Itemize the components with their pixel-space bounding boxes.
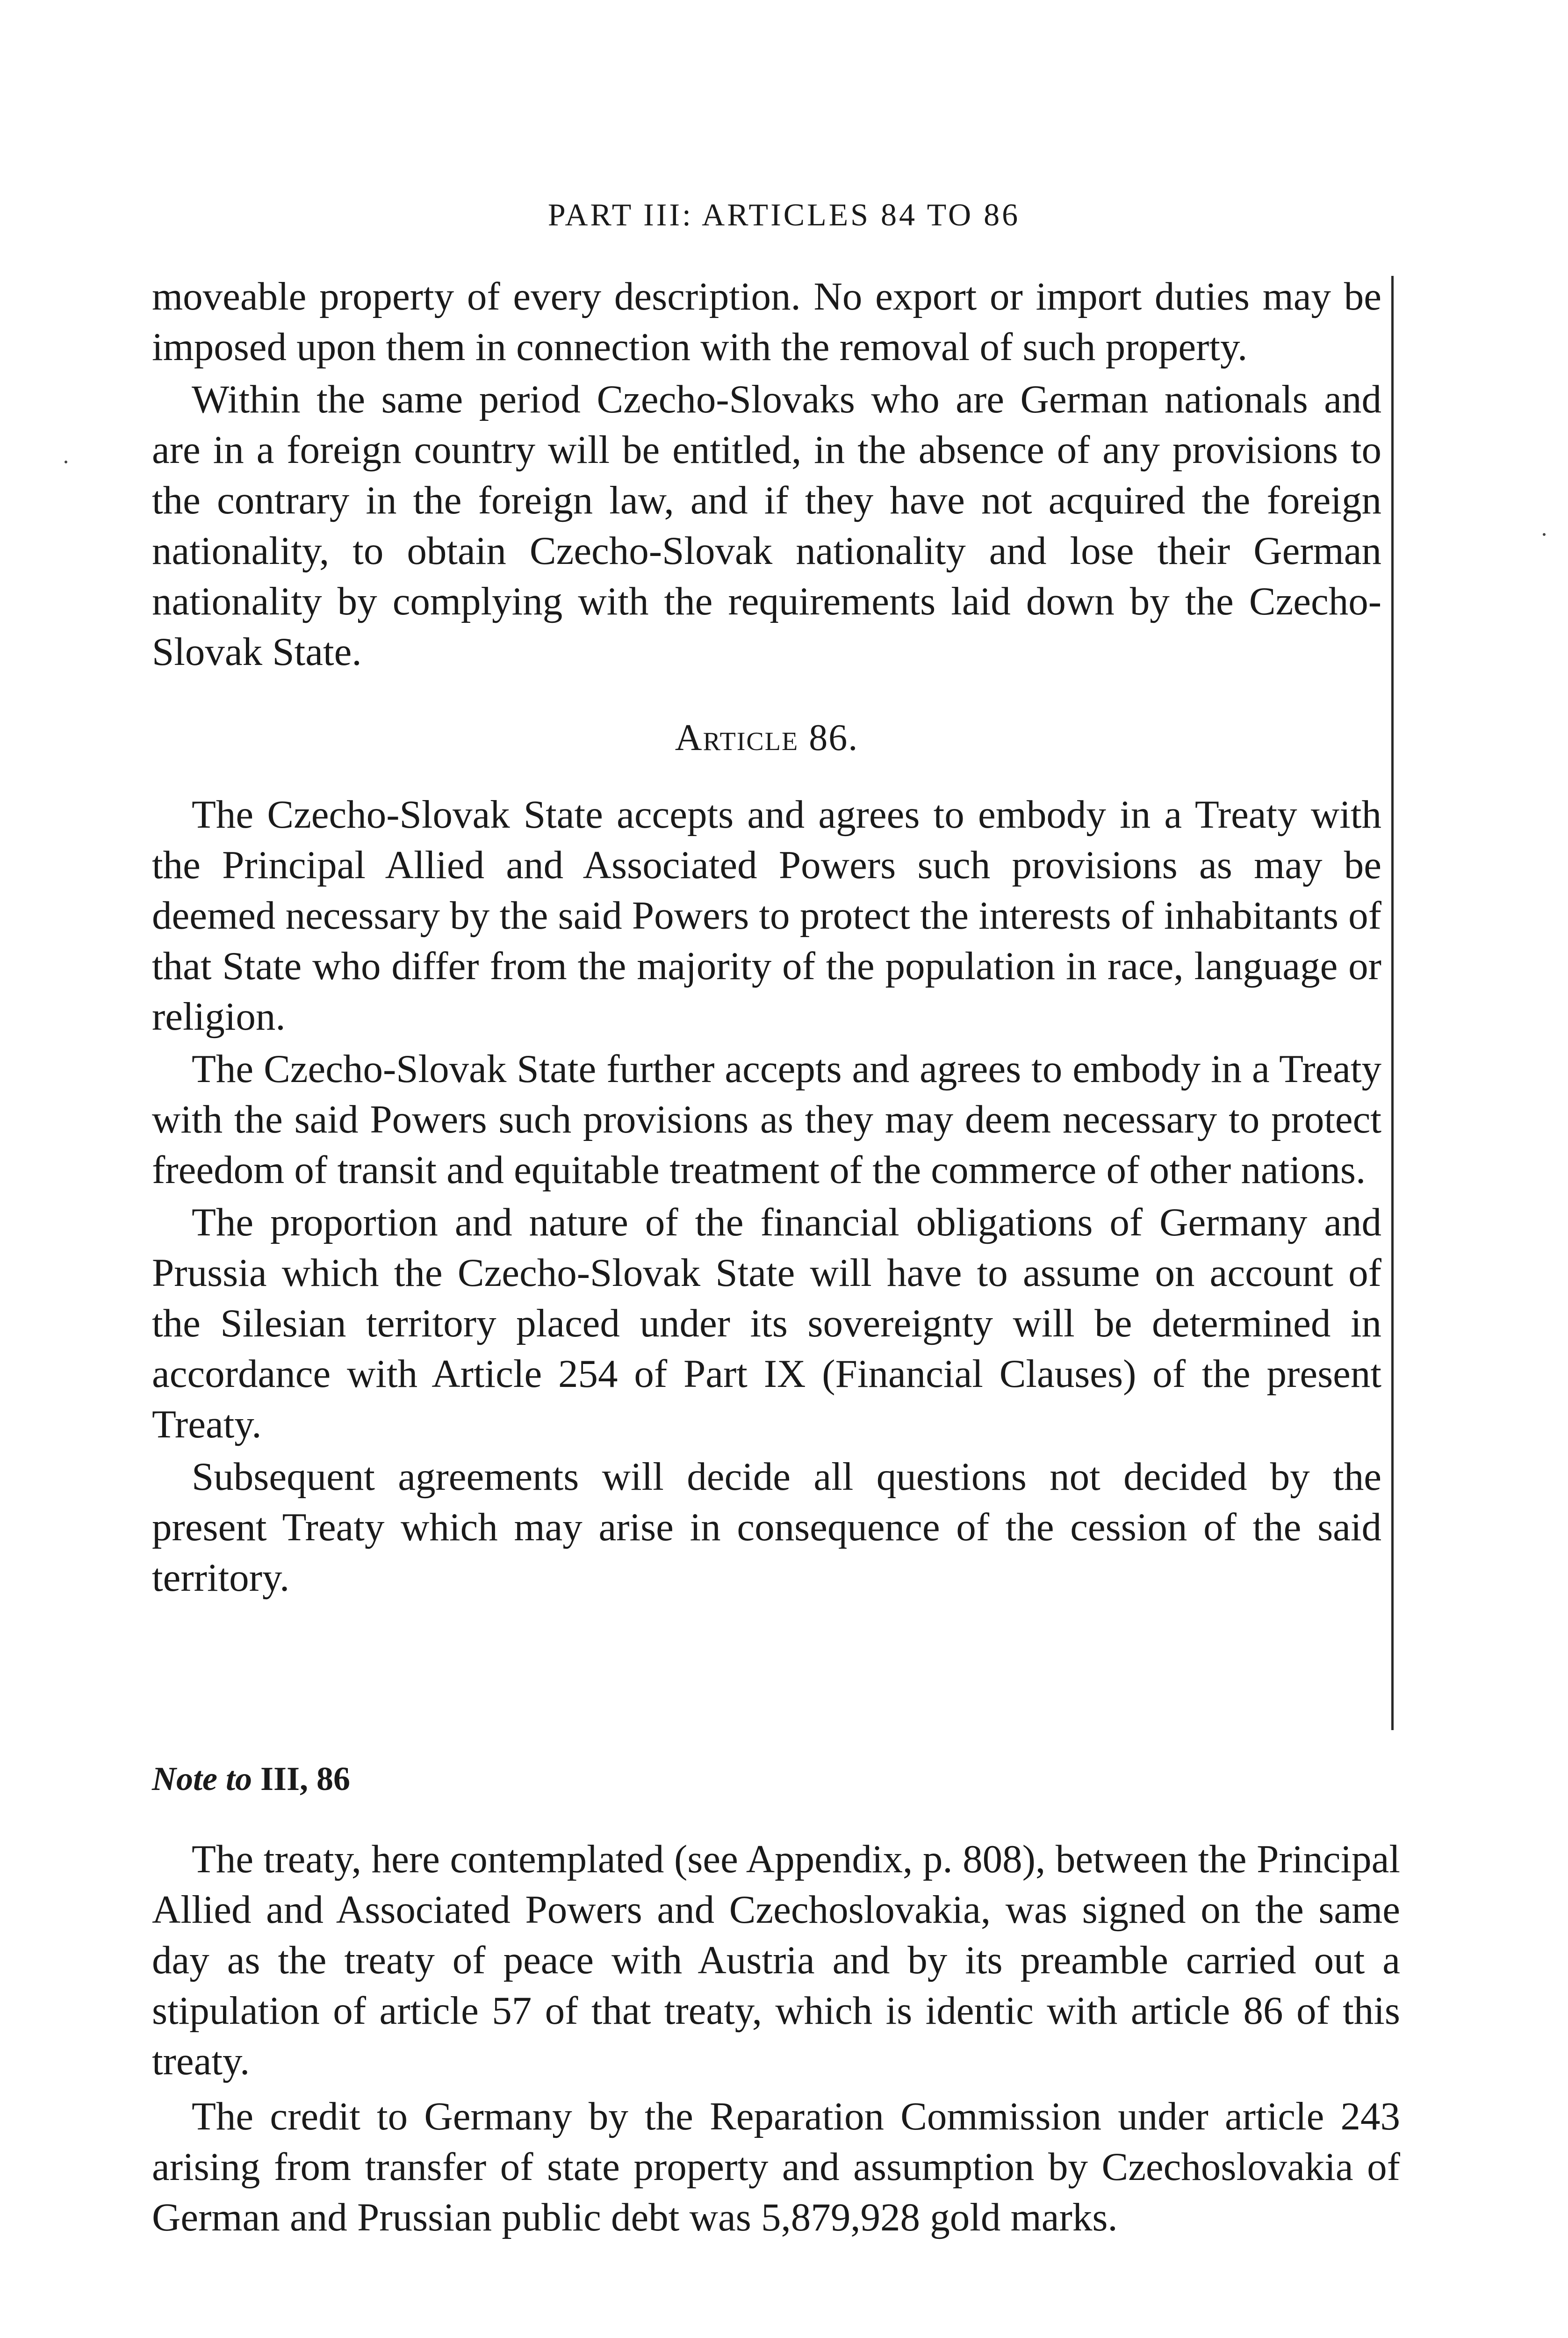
note-paragraph: The treaty, here contemplated (see Appendix, p. 808), between the Principal Allied and Associated Powers and Czechoslovakia, was signed on the same day as the treaty of peace with Austria and by its preamble carried out a stipulation of article 57 of that treaty, which is identic with article 86 of this treaty.: [152, 1837, 1400, 2083]
article-86-paragraph: The Czecho-Slovak State accepts and agrees to embody in a Treaty with the Principal Allied and Associated Powers such provisions as may be deemed necessary by the said Powers to protect the interests of inhabitants of that State who differ from the majority of the population in race, language or religion.: [152, 793, 1381, 1039]
article-86-paragraph: Subsequent agreements will decide all questions not decided by the present Treaty which may arise in consequence of the cession of the said territory.: [152, 1455, 1381, 1600]
nationality-paragraph: Within the same period Czecho-Slovaks who are German nationals and are in a foreign country will be entitled, in the absence of any provisions to the contrary in the foreign law, and if they have not acquired the foreign nationality, to obtain Czecho-Slovak nationality and lose their German nationality by complying with the requirements laid down by the Czecho-Slovak State.: [152, 377, 1381, 674]
note-heading: [152, 1754, 1400, 1804]
running-head: PART III: ARTICLES 84 TO 86: [547, 197, 1021, 232]
note-section: [152, 1754, 1400, 2243]
scan-speck: [65, 461, 67, 463]
margin-rule: [1391, 276, 1394, 1730]
continuation-paragraph: moveable property of every description. No export or import duties may be imposed upon them in connection with the removal of such property.: [152, 274, 1381, 369]
treaty-text: [152, 271, 1381, 1603]
article-86-paragraph: The Czecho-Slovak State further accepts and agrees to embody in a Treaty with the said Powers such provisions as they may deem necessary to protect freedom of transit and equitable treatment of the commerce of other nations.: [152, 1047, 1381, 1192]
scan-speck: [1543, 533, 1546, 536]
article-86-paragraph: The proportion and nature of the financial obligations of Germany and Prussia which the Czecho-Slovak State will have to assume on account of the Silesian territory placed under its sovereignty will be determined in accordance with Article 254 of Part IX (Financial Clauses) of the present Treaty.: [152, 1200, 1381, 1446]
article-heading: [152, 713, 1381, 763]
article-heading-word: Article: [675, 717, 799, 758]
note-heading-label: Note to: [152, 1760, 252, 1797]
note-heading-reference: III, 86: [260, 1760, 351, 1797]
article-heading-number: 86.: [809, 717, 859, 758]
note-paragraph: The credit to Germany by the Reparation Commission under article 243 arising from transfer of state property and assumption by Czechoslovakia of German and Prussian public debt was 5,879,928 gold marks.: [152, 2094, 1400, 2239]
